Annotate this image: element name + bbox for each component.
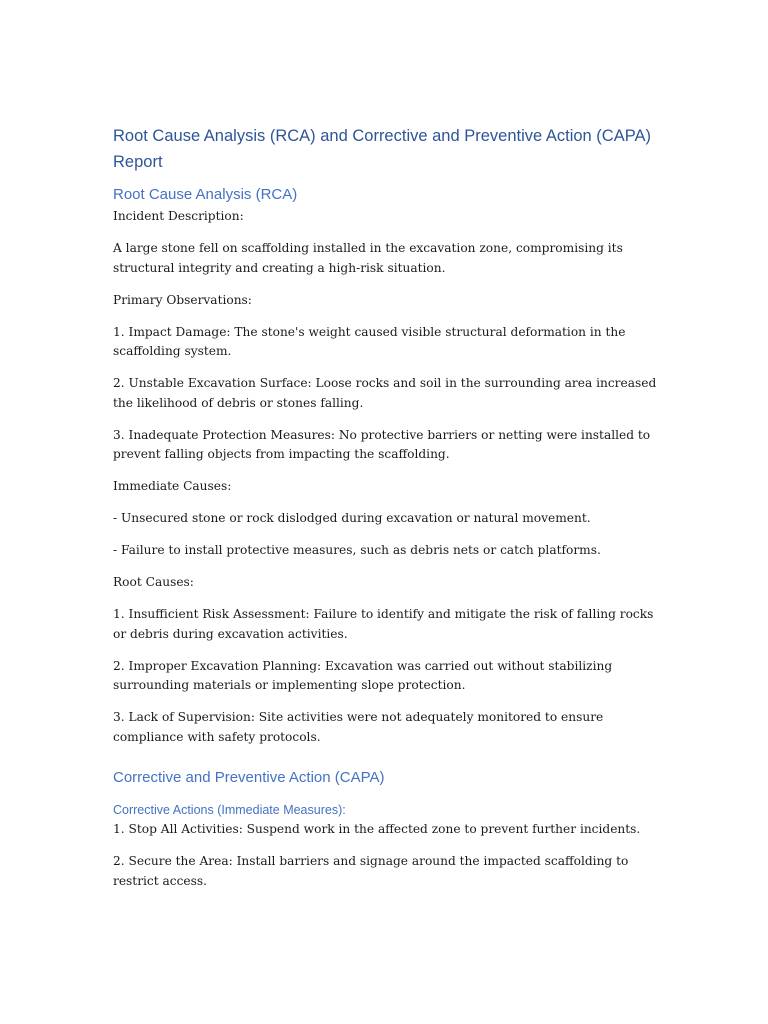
root-cause-item: 3. Lack of Supervision: Site activities were not adequately monitored to ensure compliance with safety protocols.	[113, 710, 604, 744]
document-page	[113, 123, 663, 904]
corrective-action-item: 2. Secure the Area: Install barriers and signage around the impacted scaffolding to restrict access.	[113, 854, 629, 888]
immediate-cause-item: - Unsecured stone or rock dislodged during excavation or natural movement.	[113, 511, 591, 525]
observation-item: 2. Unstable Excavation Surface: Loose rocks and soil in the surrounding area increased the likelihood of debris or stones falling.	[113, 376, 657, 410]
corrective-actions-heading: Corrective Actions (Immediate Measures):	[113, 803, 346, 817]
root-cause-item: 1. Insufficient Risk Assessment: Failure to identify and mitigate the risk of falling rocks or debris during excavation activities.	[113, 607, 654, 641]
primary-observations-label: Primary Observations:	[113, 292, 252, 307]
observation-item: 1. Impact Damage: The stone's weight caused visible structural deformation in the scaffolding system.	[113, 324, 626, 358]
root-cause-item: 2. Improper Excavation Planning: Excavation was carried out without stabilizing surrounding materials or implementing slope protection.	[113, 658, 613, 692]
incident-description-text: A large stone fell on scaffolding installed in the excavation zone, compromising its structural integrity and creating a high-risk situation.	[113, 241, 623, 275]
incident-description-label: Incident Description:	[113, 209, 244, 223]
document-title: Root Cause Analysis (RCA) and Corrective and Preventive Action (CAPA) Report	[113, 127, 652, 171]
rca-heading: Root Cause Analysis (RCA)	[113, 186, 298, 203]
immediate-cause-item: - Failure to install protective measures, such as debris nets or catch platforms.	[113, 543, 601, 557]
corrective-action-item: 1. Stop All Activities: Suspend work in the affected zone to prevent further incidents.	[113, 822, 641, 836]
observation-item: 3. Inadequate Protection Measures: No protective barriers or netting were installed to prevent falling objects from impacting the scaffolding.	[113, 427, 651, 461]
root-causes-label: Root Causes:	[113, 575, 194, 589]
immediate-causes-label: Immediate Causes:	[113, 479, 232, 493]
capa-heading: Corrective and Preventive Action (CAPA)	[113, 769, 385, 786]
